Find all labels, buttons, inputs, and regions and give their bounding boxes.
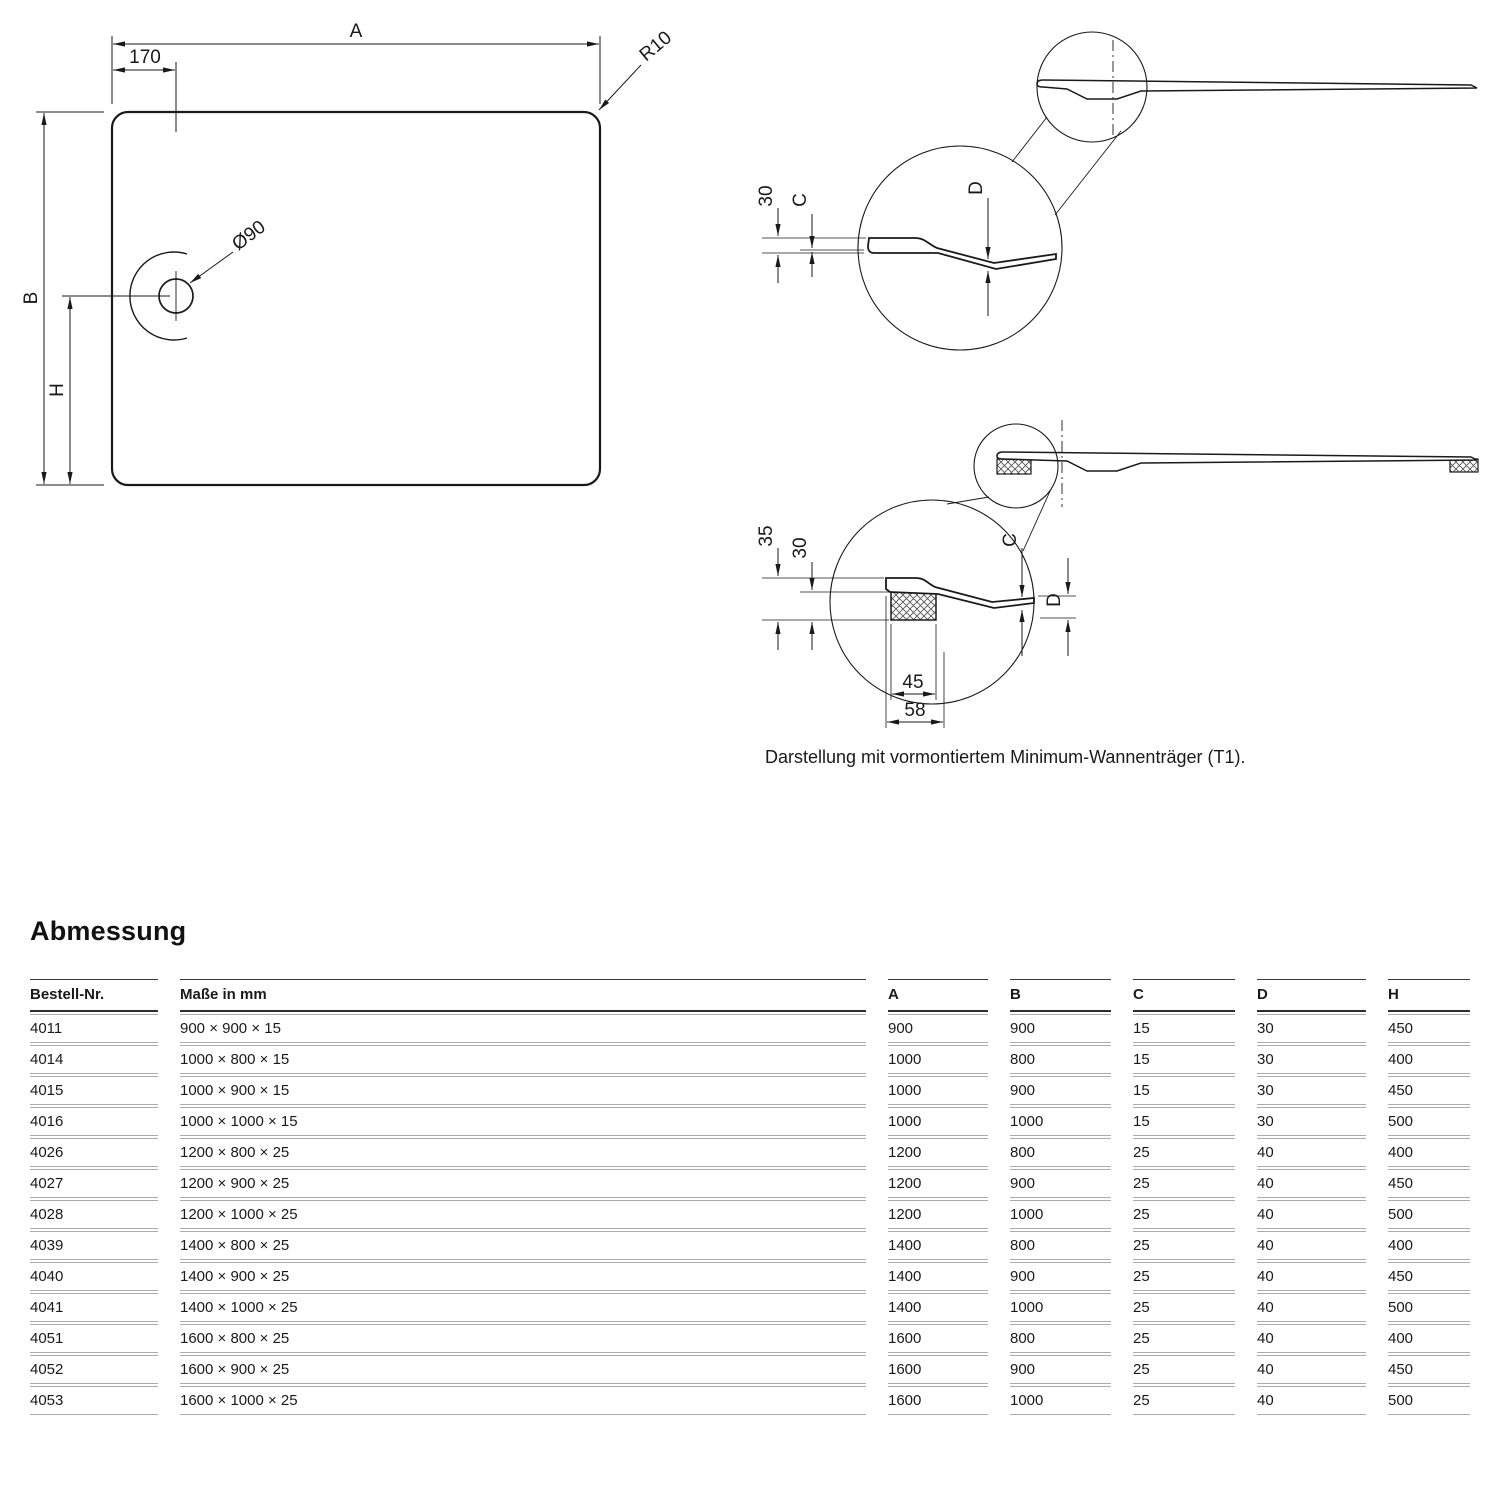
table-cell: 1200 — [888, 1169, 1010, 1198]
table-cell: 800 — [1010, 1045, 1133, 1074]
table-cell: 40 — [1257, 1169, 1388, 1198]
table-cell: 800 — [1010, 1231, 1133, 1260]
dim-h — [62, 296, 170, 484]
table-cell: 25 — [1133, 1293, 1257, 1322]
table-cell: 4051 — [30, 1324, 180, 1353]
table-row — [30, 1107, 1470, 1136]
table-cell: 30 — [1257, 1045, 1388, 1074]
table-cell: 1600 — [888, 1324, 1010, 1353]
table-cell: 1200 — [888, 1200, 1010, 1229]
table-cell: 1400 × 900 × 25 — [180, 1262, 888, 1291]
support-block-left — [997, 459, 1031, 474]
table-cell: 500 — [1388, 1293, 1470, 1322]
label-h: H — [47, 383, 68, 397]
table-cell: 900 — [1010, 1262, 1133, 1291]
table-cell: 25 — [1133, 1138, 1257, 1167]
table-cell: 4015 — [30, 1076, 180, 1105]
table-cell: 1400 — [888, 1262, 1010, 1291]
table-cell: 30 — [1257, 1014, 1388, 1043]
table-cell: 40 — [1257, 1231, 1388, 1260]
table-row — [30, 1045, 1470, 1074]
table-cell: 400 — [1388, 1138, 1470, 1167]
table-cell: 500 — [1388, 1386, 1470, 1415]
table-cell: 40 — [1257, 1386, 1388, 1415]
table-cell: 30 — [1257, 1107, 1388, 1136]
table-cell: 30 — [1257, 1076, 1388, 1105]
table-cell: 1200 × 800 × 25 — [180, 1138, 888, 1167]
table-row — [30, 1076, 1470, 1105]
label-s2-30: 30 — [790, 537, 811, 559]
label-b: B — [21, 291, 42, 305]
table-cell: 1200 × 1000 × 25 — [180, 1200, 888, 1229]
label-s2-35: 35 — [756, 525, 777, 547]
label-r10: R10 — [635, 27, 676, 66]
table-cell: 15 — [1133, 1107, 1257, 1136]
dim-170 — [113, 62, 176, 132]
dim-r10 — [599, 65, 641, 110]
table-cell: 1600 × 900 × 25 — [180, 1355, 888, 1384]
table-cell: 900 — [1010, 1169, 1133, 1198]
table-cell: 4052 — [30, 1355, 180, 1384]
table-cell: 25 — [1133, 1169, 1257, 1198]
table-cell: 40 — [1257, 1324, 1388, 1353]
table-cell: 1000 — [888, 1045, 1010, 1074]
table-cell: 15 — [1133, 1014, 1257, 1043]
table-cell: 25 — [1133, 1262, 1257, 1291]
side-view-2 — [756, 420, 1478, 728]
table-cell: 4053 — [30, 1386, 180, 1415]
label-s1-d: D — [966, 181, 987, 195]
col-header-bestell-nr: Bestell-Nr. — [30, 979, 180, 1012]
table-cell: 25 — [1133, 1324, 1257, 1353]
profile-overview-1 — [1037, 80, 1477, 99]
label-170: 170 — [129, 47, 161, 68]
table-cell: 1400 — [888, 1293, 1010, 1322]
dim-a — [112, 36, 600, 104]
table-cell: 900 — [1010, 1014, 1133, 1043]
table-cell: 1400 × 1000 × 25 — [180, 1293, 888, 1322]
side-view-1 — [756, 32, 1477, 350]
table-cell: 25 — [1133, 1231, 1257, 1260]
table-cell: 1200 × 900 × 25 — [180, 1169, 888, 1198]
dimension-table — [30, 977, 1470, 1417]
label-drain-diameter: Ø90 — [228, 216, 270, 255]
section-title: Abmessung — [30, 916, 187, 946]
table-cell: 1000 — [1010, 1386, 1133, 1415]
table-cell: 25 — [1133, 1386, 1257, 1415]
table-row — [30, 1138, 1470, 1167]
table-row — [30, 1231, 1470, 1260]
tray-outline — [112, 112, 600, 485]
table-row — [30, 1262, 1470, 1291]
table-cell: 1600 × 1000 × 25 — [180, 1386, 888, 1415]
table-cell: 25 — [1133, 1200, 1257, 1229]
table-cell: 4026 — [30, 1138, 180, 1167]
table-row — [30, 1355, 1470, 1384]
table-cell: 1400 — [888, 1231, 1010, 1260]
col-header-a: A — [888, 979, 1010, 1012]
table-cell: 40 — [1257, 1293, 1388, 1322]
table-cell: 1400 × 800 × 25 — [180, 1231, 888, 1260]
col-header-d: D — [1257, 979, 1388, 1012]
dimension-table-body — [30, 1014, 1470, 1415]
table-cell: 40 — [1257, 1138, 1388, 1167]
table-row — [30, 1200, 1470, 1229]
table-row — [30, 1324, 1470, 1353]
table-cell: 1200 — [888, 1138, 1010, 1167]
table-cell: 4027 — [30, 1169, 180, 1198]
col-header-h: H — [1388, 979, 1470, 1012]
table-header-row — [30, 979, 1470, 1012]
table-row — [30, 1014, 1470, 1043]
drawing-caption: Darstellung mit vormontiertem Minimum-Wannenträger (T1). — [765, 747, 1246, 767]
table-cell: 900 — [888, 1014, 1010, 1043]
support-block-detail — [891, 592, 936, 620]
top-view — [21, 21, 676, 485]
label-s2-58: 58 — [904, 700, 926, 721]
table-cell: 4011 — [30, 1014, 180, 1043]
table-cell: 25 — [1133, 1355, 1257, 1384]
table-cell: 1000 × 800 × 15 — [180, 1045, 888, 1074]
table-cell: 900 × 900 × 15 — [180, 1014, 888, 1043]
table-cell: 1000 — [1010, 1293, 1133, 1322]
label-s1-c: C — [790, 193, 811, 207]
table-cell: 4014 — [30, 1045, 180, 1074]
table-cell: 1000 — [888, 1107, 1010, 1136]
table-cell: 1600 — [888, 1355, 1010, 1384]
table-cell: 4028 — [30, 1200, 180, 1229]
table-cell: 400 — [1388, 1231, 1470, 1260]
table-cell: 4016 — [30, 1107, 180, 1136]
profile-detail-1 — [868, 238, 1056, 269]
table-cell: 450 — [1388, 1355, 1470, 1384]
table-cell: 1000 × 1000 × 15 — [180, 1107, 888, 1136]
table-cell: 900 — [1010, 1355, 1133, 1384]
table-cell: 900 — [1010, 1076, 1133, 1105]
table-cell: 1000 × 900 × 15 — [180, 1076, 888, 1105]
table-cell: 1600 — [888, 1386, 1010, 1415]
col-header-b: B — [1010, 979, 1133, 1012]
table-cell: 450 — [1388, 1169, 1470, 1198]
col-header-c: C — [1133, 979, 1257, 1012]
profile-overview-2 — [997, 452, 1477, 471]
table-cell: 500 — [1388, 1200, 1470, 1229]
col-header-masse: Maße in mm — [180, 979, 888, 1012]
table-cell: 4041 — [30, 1293, 180, 1322]
table-cell: 15 — [1133, 1076, 1257, 1105]
table-cell: 15 — [1133, 1045, 1257, 1074]
label-s2-45: 45 — [902, 672, 924, 693]
table-cell: 1600 × 800 × 25 — [180, 1324, 888, 1353]
table-cell: 1000 — [1010, 1107, 1133, 1136]
table-row — [30, 1386, 1470, 1415]
table-cell: 800 — [1010, 1138, 1133, 1167]
table-row — [30, 1293, 1470, 1322]
table-cell: 4039 — [30, 1231, 180, 1260]
table-cell: 40 — [1257, 1262, 1388, 1291]
table-cell: 400 — [1388, 1045, 1470, 1074]
table-cell: 40 — [1257, 1200, 1388, 1229]
table-cell: 400 — [1388, 1324, 1470, 1353]
table-cell: 4040 — [30, 1262, 180, 1291]
table-cell: 450 — [1388, 1262, 1470, 1291]
table-cell: 40 — [1257, 1355, 1388, 1384]
label-a: A — [349, 21, 363, 42]
table-cell: 1000 — [888, 1076, 1010, 1105]
dimensions-section — [30, 916, 1470, 1417]
table-row — [30, 1169, 1470, 1198]
table-cell: 450 — [1388, 1014, 1470, 1043]
label-s2-c: C — [1000, 533, 1021, 547]
table-cell: 450 — [1388, 1076, 1470, 1105]
table-cell: 500 — [1388, 1107, 1470, 1136]
table-cell: 1000 — [1010, 1200, 1133, 1229]
label-s1-30: 30 — [756, 185, 777, 207]
table-cell: 800 — [1010, 1324, 1133, 1353]
label-s2-d: D — [1044, 593, 1065, 607]
